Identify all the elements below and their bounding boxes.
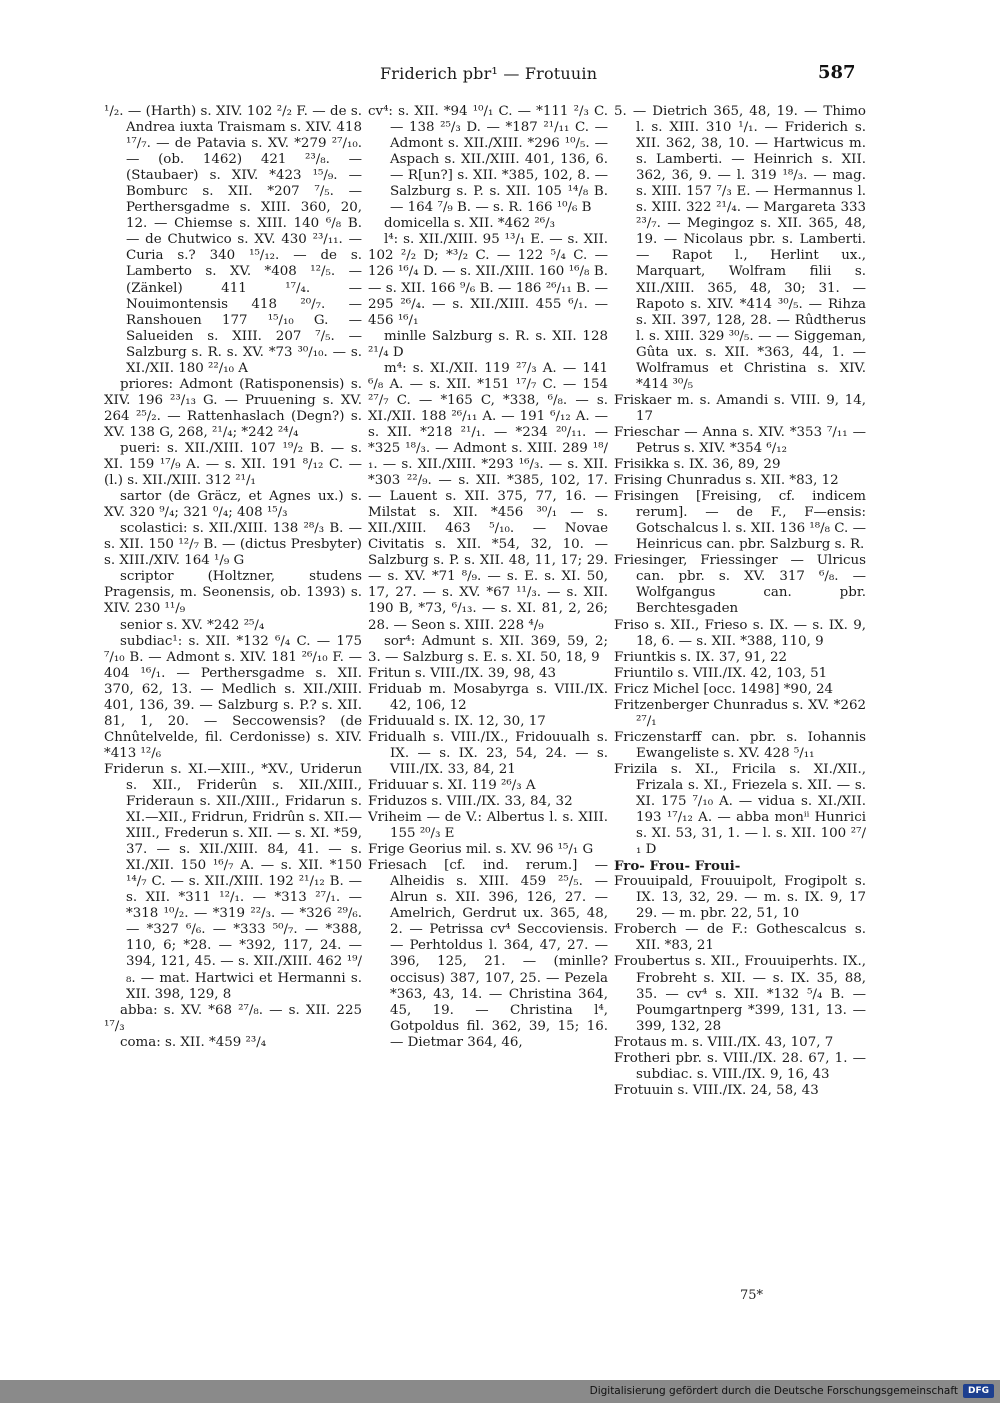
dfg-logo-icon: DFG: [963, 1384, 994, 1398]
index-subentry: scolastici: s. XII./XIII. 138 ²⁸/₃ B. — s. XII. 150 ¹²/₇ B. — (dictus Presbyter) s. XIII./XIV. 164 ¹/₉ G: [104, 521, 362, 569]
index-subentry: ¹/₂. — (Harth) s. XIV. 102 ²/₂ F. — de s. Andrea iuxta Traismam s. XIV. 418 ¹⁷/₇. — de Patavia s. XV. *279 ²⁷/₁₀. — (ob. 1462) 421 ²³/₈. — (Staubaer) s. XIV. *423 ¹⁵/₉. — Bomburc s. XII. *207 ⁷/₅. — Perthersgadme s. XIII. 360, 20, 12. — Chiemse s. XIII. 140 ⁶/₈ B. — de Chutwico s. XV. 430 ²³/₁₁. — Curia s.? 340 ¹⁵/₁₂. — de s. Lamberto s. XV. *408 ¹²/₅. — (Zänkel) 411 ¹⁷/₄. — Nouimontensis 418 ²⁰/₇. — Ranshouen 177 ¹⁵/₁₀ G. — Salueiden s. XIII. 207 ⁷/₅. — Salzburg s. R. s. XV. *73 ³⁰/₁₀. — s. XI./XII. 180 ²²/₁₀ A: [104, 104, 362, 376]
index-entry: Frisikka s. IX. 36, 89, 29: [614, 457, 781, 473]
index-entry: Froubertus s. XII., Frouuiperhts. IX., Frobreht s. XII. — s. IX. 35, 88, 35. — cv⁴ s. XII. *132 ⁵/₄ B. — Poumgartnperg *399, 131, 13. — 399, 132, 28: [614, 954, 866, 1034]
index-subentry: pueri: s. XII./XIII. 107 ¹⁹/₂ B. — s. XI. 159 ¹⁷/₉ A. — s. XII. 191 ⁸/₁₂ C. — (l.) s. XII./XIII. 312 ²¹/₁: [104, 440, 362, 489]
index-entry: Friesach [cf. ind. rerum.] — Alheidis s. XIII. 459 ²⁵/₅. — Alrun s. XII. 396, 126, 27. — Amelrich, Gerdrut ux. 365, 48, 2. — Petrissa cv⁴ Seccoviensis. — Perhtoldus l. 364, 47, 27. — 396, 125, 21. — (minlle? occisus) 387, 107, 25. — Pezela *363, 43, 14. — Christina 364, 45, 19. — Christina l⁴, Gotpoldus fil. 362, 39, 15; 16. — Dietmar 364, 46,: [368, 858, 608, 1050]
index-entry: Fricz Michel [occ. 1498] *90, 24: [614, 681, 834, 697]
text-column-right: [614, 104, 866, 1284]
index-entry: Friso s. XII., Frieso s. IX. — s. IX. 9, 18, 6. — s. XII. *388, 110, 9: [614, 617, 866, 649]
index-entry: Froberch — de F.: Gothescalcus s. XII. *83, 21: [614, 922, 866, 954]
index-entry: Friesinger, Friessinger — Ulricus can. pbr. s. XV. 317 ⁶/₈. — Wolfgangus can. pbr. Berchtesgaden: [614, 553, 866, 617]
index-entry: Vriheim — de V.: Albertus l. s. XIII. 155 ²⁰/₃ E: [368, 810, 608, 842]
index-subentry: sartor (de Gräcz, et Agnes ux.) s. XV. 320 ⁹/₄; 321 ⁰/₄; 408 ¹⁵/₃: [104, 489, 362, 521]
index-subentry: l⁴: s. XII./XIII. 95 ¹³/₁ E. — s. XII. 102 ²/₂ D; *³/₂ C. — 122 ⁵/₄ C. — 126 ¹⁶/₄ D. — s. XII./XIII. 160 ¹⁶/₈ B. — s. XII. 166 ⁹/₆ B. — 186 ²⁶/₁₁ B. — 295 ²⁶/₄. — s. XII./XIII. 455 ⁶/₁. — 456 ¹⁶/₁: [368, 232, 608, 328]
index-entry: Friduzos s. VIII./IX. 33, 84, 32: [368, 794, 573, 810]
index-subentry: domicella s. XII. *462 ²⁶/₃: [384, 216, 555, 232]
index-subentry: coma: s. XII. *459 ²³/₄: [120, 1034, 267, 1050]
index-entry: Friduuar s. XI. 119 ²⁶/₃ A: [368, 777, 536, 793]
index-entry: Friduab m. Mosabyrga s. VIII./IX. 42, 106, 12: [368, 681, 608, 713]
index-subentry: 5. — Dietrich 365, 48, 19. — Thimo l. s. XIII. 310 ¹/₁. — Friderich s. XII. 362, 38, 10. — Hartwicus m. s. Lamberti. — Heinrich s. XII. 362, 36, 9. — l. 319 ¹⁸/₃. — mag. s. XIII. 157 ⁷/₃ E. — Hermannus l. s. XIII. 322 ²¹/₄. — Margareta 333 ²³/₇. — Megingoz s. XII. 365, 48, 19. — Nicolaus pbr. s. Lamberti. — Rapot l., Herlint ux., Marquart, Wolfram filii s. XII./XIII. 365, 48, 30; 31. — Rapoto s. XIV. *414 ³⁰/₅. — Rihza s. XII. 397, 128, 28. — Rûdtherus l. s. XIII. 329 ³⁰/₅. — — Siggeman, Gûta ux. s. XII. *363, 44, 1. — Wolframus et Christina s. XIV. *414 ³⁰/₅: [614, 104, 866, 392]
text-column-left: [104, 104, 362, 1284]
index-entry: Friczenstarff can. pbr. s. Iohannis Ewangeliste s. XV. 428 ⁵/₁₁: [614, 729, 866, 761]
index-heading: Fro- Frou- Froui-: [614, 858, 741, 875]
index-entry: Fritzenberger Chunradus s. XV. *262 ²⁷/₁: [614, 697, 866, 729]
index-entry: Frieschar — Anna s. XIV. *353 ⁷/₁₁ — Petrus s. XIV. *354 ⁶/₁₂: [614, 424, 866, 456]
index-entry: Friuntilo s. VIII./IX. 42, 103, 51: [614, 665, 828, 681]
index-entry: Friskaer m. s. Amandi s. VIII. 9, 14, 17: [614, 392, 866, 424]
signature-mark: 75*: [740, 1288, 764, 1303]
index-entry: Frotheri pbr. s. VIII./IX. 28. 67, 1. — subdiac. s. VIII./IX. 9, 16, 43: [614, 1050, 866, 1082]
index-entry: Fritun s. VIII./IX. 39, 98, 43: [368, 665, 557, 681]
index-subentry: sor⁴: Admunt s. XII. 369, 59, 2; 3. — Salzburg s. E. s. XI. 50, 18, 9: [368, 633, 608, 665]
page-header: [0, 62, 1000, 88]
index-subentry: scriptor (Holtzner, studens Pragensis, m. Seonensis, ob. 1393) s. XIV. 230 ¹¹/₉: [104, 569, 362, 617]
index-entry: Friderun s. XI.—XIII., *XV., Uriderun s. XII., Friderûn s. XII./XIII., Frideraun s. XII./XIII., Fridarun s. XI.—XII., Fridrun, Fridrûn s. XII.—XIII., Frederun s. XII. — s. XI. *59, 37. — s. XII./XIII. 84, 41. — s. XI./XII. 150 ¹⁶/₇ A. — s. XII. *150 ¹⁴/₇ C. — s. XII./XIII. 192 ²¹/₁₂ B. — s. XII. *311 ¹²/₁. — *313 ²⁷/₁. — *318 ¹⁰/₂. — *319 ²²/₃. — *326 ²⁹/₆. — *327 ⁶/₆. — *333 ⁵⁰/₇. — *388, 110, 6; *28. — *392, 117, 24. — 394, 121, 45. — s. XII./XIII. 462 ¹⁹/₈. — mat. Hartwici et Hermanni s. XII. 398, 129, 8: [104, 761, 362, 1002]
index-entry: Friuntkis s. IX. 37, 91, 22: [614, 649, 787, 665]
digitization-footer: [0, 1380, 1000, 1403]
page-number: 587: [818, 62, 856, 83]
running-title: Friderich pbr¹ — Frotuuin: [380, 64, 598, 83]
index-entry: Frouuipald, Frouuipolt, Frogipolt s. IX. 13, 32, 29. — m. s. IX. 9, 17 29. — m. pbr. 22, 51, 10: [614, 874, 866, 922]
index-subentry: minlle Salzburg s. R. s. XII. 128 ²¹/₄ D: [368, 328, 608, 360]
index-entry: Friduuald s. IX. 12, 30, 17: [368, 713, 546, 729]
index-subentry: cv⁴: s. XII. *94 ¹⁰/₁ C. — *111 ²/₃ C. — 138 ²⁵/₃ D. — *187 ²¹/₁₁ C. — Admont s. XII./XIII. *296 ¹⁰/₅. — Aspach s. XII./XIII. 401, 136, 6. — R[un?] s. XII. *385, 102, 8. — Salzburg s. P. s. XII. 105 ¹⁴/₈ B. — 164 ⁷/₉ B. — s. R. 166 ¹⁰/₆ B: [368, 104, 608, 216]
text-column-middle: [368, 104, 608, 1284]
index-entry: Frotuuin s. VIII./IX. 24, 58, 43: [614, 1082, 819, 1098]
index-entry: Fridualh s. VIII./IX., Fridouualh s. IX. — s. IX. 23, 54, 24. — s. VIII./IX. 33, 84, 21: [368, 729, 608, 777]
index-subentry: priores: Admont (Ratisponensis) s. XIV. 196 ²³/₁₃ G. — Pruuening s. XV. 264 ²⁵/₂. — Rattenhaslach (Degn?) s. XV. 138 G, 268, ²¹/₄; *242 ²⁴/₄: [104, 376, 362, 440]
index-entry: Frige Georius mil. s. XV. 96 ¹⁵/₁ G: [368, 842, 594, 858]
funding-credit: Digitalisierung gefördert durch die Deutsche Forschungsgemeinschaft: [589, 1385, 958, 1397]
index-entry: Frizila s. XI., Fricila s. XI./XII., Frizala s. XI., Friezela s. XII. — s. XI. 175 ⁷/₁₀ A. — vidua s. XI./XII. 193 ¹⁷/₁₂ A. — abba monⁱⁱ Hunrici s. XI. 53, 31, 1. — l. s. XII. 100 ²⁷/₁ D: [614, 761, 866, 858]
index-subentry: m⁴: s. XI./XII. 119 ²⁷/₃ A. — 141 ⁶/₈ A. — s. XII. *151 ¹⁷/₇ C. — 154 ²⁷/₇ C. — *165 C, *338, ⁶/₈. — s. XI./XII. 188 ²⁶/₁₁ A. — 191 ⁶/₁₂ A. — s. XII. *218 ²¹/₁. — *234 ²⁰/₁₁. — *325 ¹⁸/₃. — Admont s. XIII. 289 ¹⁸/₁. — s. XII./XIII. *293 ¹⁶/₃. — s. XII. *303 ²²/₉. — s. XII. *385, 102, 17. — Lauent s. XII. 375, 77, 16. — Milstat s. XII. *456 ³⁰/₁ — s. XII./XIII. 463 ⁵/₁₀. — Novae Civitatis s. XII. *54, 32, 10. — Salzburg s. P. s. XII. 48, 11, 17; 29. — s. XV. *71 ⁸/₉. — s. E. s. XI. 50, 17, 27. — s. XV. *67 ¹¹/₃. — s. XII. 190 B, *73, ⁶/₁₃. — s. XI. 81, 2, 26; 28. — Seon s. XIII. 228 ⁴/₉: [368, 360, 608, 633]
index-subentry: abba: s. XV. *68 ²⁷/₈. — s. XII. 225 ¹⁷/₃: [104, 1002, 362, 1034]
index-entry: Frisingen [Freising, cf. indicem rerum]. — de F., F—ensis: Gotschalcus l. s. XII. 136 ¹⁸/₈ C. — Heinricus can. pbr. Salzburg s. R.: [614, 489, 866, 553]
index-entry: Frising Chunradus s. XII. *83, 12: [614, 473, 839, 489]
index-subentry: senior s. XV. *242 ²⁵/₄: [120, 617, 265, 633]
index-subentry: subdiac¹: s. XII. *132 ⁶/₄ C. — 175 ⁷/₁₀ B. — Admont s. XIV. 181 ²⁶/₁₀ F. — 404 ¹⁶/₁. — Perthersgadme s. XII. 370, 62, 13. — Medlich s. XII./XIII. 401, 136, 39. — Salzburg s. P.? s. XII. 81, 1, 20. — Seccowensis? (de Chnûtelvelde, fil. Cerdonisse) s. XIV. *413 ¹²/₆: [104, 633, 362, 761]
index-entry: Frotaus m. s. VIII./IX. 43, 107, 7: [614, 1034, 834, 1050]
